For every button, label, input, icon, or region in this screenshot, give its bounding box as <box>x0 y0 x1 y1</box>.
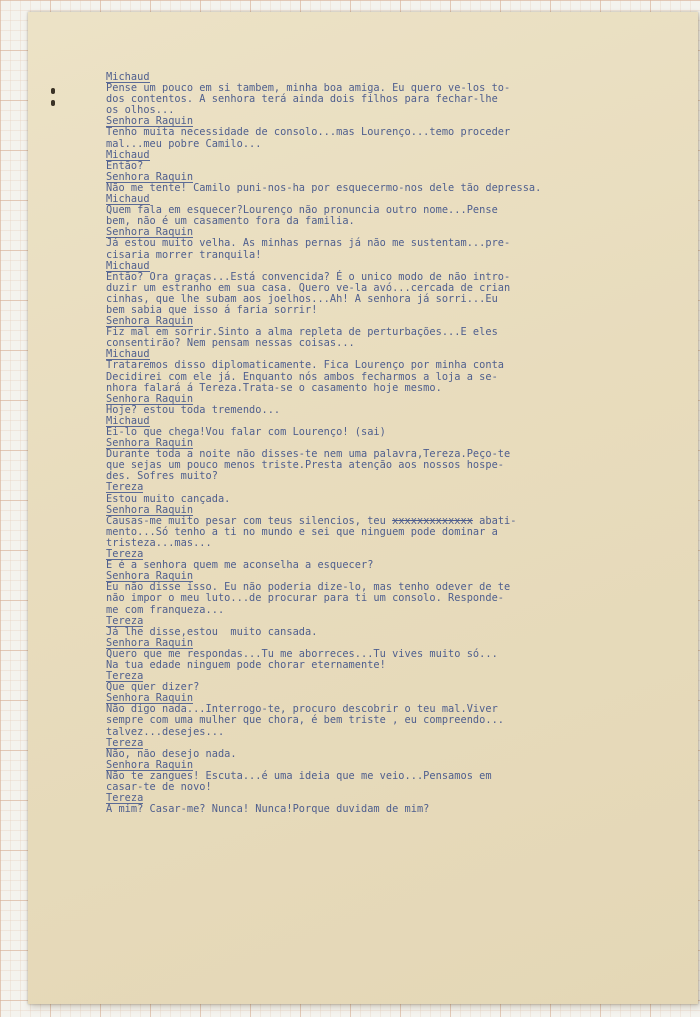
dialogue-text: A mim? Casar-me? Nunca! Nunca!Porque duvidam de mim? <box>106 803 430 816</box>
speaker-name: Senhora Raquin <box>106 758 194 771</box>
dialogue-text: bem sabia que isso á faria sorrir! <box>106 303 318 316</box>
dialogue-text: consentirão? Nem pensam nessas coisas... <box>106 337 355 350</box>
speaker-name: Michaud <box>106 348 150 361</box>
dialogue-text-continued: abati- <box>472 514 517 527</box>
dialogue-text: não impor o meu luto...de procurar para ti um consolo. Responde- <box>106 592 505 605</box>
dialogue-text: Já lhe disse,estou muito cansada. <box>106 625 318 638</box>
dialogue-text: Fiz mal em sorrir.Sinto a alma repleta de perturbações...E eles <box>106 326 498 339</box>
dialogue-text: mal...meu pobre Camilo... <box>106 137 262 150</box>
dialogue-text: Trataremos disso diplomaticamente. Fica Lourenço por minha conta <box>106 359 505 372</box>
speaker-name: Senhora Raquin <box>106 437 194 450</box>
dialogue-text: Quem fala em esquecer?Lourenço não pronuncia outro nome...Pense <box>106 204 498 217</box>
speaker-name: Senhora Raquin <box>106 115 194 128</box>
dialogue-text: Já estou muito velha. As minhas pernas já não me sustentam...pre- <box>106 237 511 250</box>
speaker-name: Senhora Raquin <box>106 170 194 183</box>
dialogue-text: Não me tente! Camilo puni-nos-ha por esquecermo-nos dele tão depressa. <box>106 181 542 194</box>
speaker-name: Senhora Raquin <box>106 226 194 239</box>
struck-out-text: xxxxxxxxxxxxx <box>392 514 473 527</box>
speaker-line <box>106 150 666 161</box>
dialogue-text: sempre com uma mulher que chora, é bem triste , eu compreendo... <box>106 714 505 727</box>
dialogue-line <box>106 183 666 194</box>
dialogue-text: Na tua edade ninguem pode chorar eternamente! <box>106 658 386 671</box>
speaker-name: Michaud <box>106 193 150 206</box>
dialogue-text: Não te zangues! Escuta...é uma ideia que me veio...Pensamos em <box>106 769 492 782</box>
speaker-name: Senhora Raquin <box>106 503 194 516</box>
speaker-name: Tereza <box>106 614 144 627</box>
speaker-name: Tereza <box>106 670 144 683</box>
speaker-name: Tereza <box>106 736 144 749</box>
dialogue-text: me com franqueza... <box>106 603 225 616</box>
speaker-name: Senhora Raquin <box>106 570 194 583</box>
dialogue-text: Não, não desejo nada. <box>106 747 237 760</box>
dialogue-text: Que quer dizer? <box>106 681 200 694</box>
dialogue-line <box>106 660 666 671</box>
dialogue-line <box>106 405 666 416</box>
speaker-name: Senhora Raquin <box>106 392 194 405</box>
speaker-name: Tereza <box>106 481 144 494</box>
dialogue-line <box>106 471 666 482</box>
dialogue-text: Tenho muita necessidade de consolo...mas Lourenço...temo proceder <box>106 126 511 139</box>
dialogue-text: Quero que me respondas...Tu me aborreces...Tu vives muito só... <box>106 647 498 660</box>
dialogue-line <box>106 782 666 793</box>
dialogue-text: nhora falará á Tereza.Trata-se o casamento hoje mesmo. <box>106 381 442 394</box>
dialogue-text: Decidirei com ele já. Enquanto nós ambos fecharmos a loja a se- <box>106 370 498 383</box>
dialogue-text: Hoje? estou toda tremendo... <box>106 403 281 416</box>
speaker-name: Michaud <box>106 71 150 83</box>
dialogue-text: Pense um pouco em si tambem, minha boa amiga. Eu quero ve-los to- <box>106 82 511 95</box>
dialogue-text: tristeza...mas... <box>106 536 212 549</box>
dialogue-text: Ei-lo que chega!Vou falar com Lourenço! (sai) <box>106 426 386 438</box>
dialogue-line <box>106 494 666 505</box>
dialogue-text: dos contentos. A senhora terá ainda dois filhos para fechar-lhe <box>106 93 498 106</box>
punch-hole-top <box>51 88 55 94</box>
dialogue-line <box>106 338 666 349</box>
speaker-name: Senhora Raquin <box>106 692 194 705</box>
dialogue-text: talvez...desejes... <box>106 725 225 738</box>
speaker-name: Tereza <box>106 548 144 561</box>
dialogue-line <box>106 139 666 150</box>
dialogue-line <box>106 538 666 549</box>
speaker-name: Michaud <box>106 414 150 427</box>
speaker-name: Tereza <box>106 792 144 805</box>
dialogue-text: que sejas um pouco menos triste.Presta atenção aos nossos hospe- <box>106 459 505 472</box>
dialogue-text: des. Sofres muito? <box>106 470 218 483</box>
dialogue-line <box>106 804 666 815</box>
dialogue-text: E é a senhora quem me aconselha a esquecer? <box>106 559 374 572</box>
dialogue-text: os olhos... <box>106 104 175 117</box>
dialogue-line <box>106 605 666 616</box>
dialogue-line <box>106 94 666 105</box>
dialogue-text: bem, não é um casamento fora da familia. <box>106 215 355 228</box>
punch-hole-bottom <box>51 100 55 106</box>
dialogue-text: Causas-me muito pesar com teus silencios, teu <box>106 514 393 527</box>
dialogue-text: Eu não disse isso. Eu não poderia dize-lo, mas tenho odever de te <box>106 581 511 594</box>
dialogue-text: cisaria morrer tranquila! <box>106 248 262 261</box>
speaker-name: Michaud <box>106 148 150 161</box>
speaker-name: Senhora Raquin <box>106 315 194 328</box>
dialogue-text: cinhas, que lhe subam aos joelhos...Ah! A senhora já sorri...Eu <box>106 292 498 305</box>
dialogue-text: Então? <box>106 159 144 172</box>
dialogue-line <box>106 727 666 738</box>
dialogue-text: Então? Ora graças...Está convencida? É o unico modo de não intro- <box>106 270 511 283</box>
dialogue-text: Estou muito cançada. <box>106 492 231 505</box>
dialogue-line <box>106 250 666 261</box>
typed-script-page <box>106 72 666 815</box>
dialogue-text: mento...Só tenho a ti no mundo e sei que ninguem pode dominar a <box>106 525 498 538</box>
speaker-name: Michaud <box>106 259 150 272</box>
dialogue-text: duzir um estranho em sua casa. Quero ve-la avó...cercada de crian <box>106 281 511 294</box>
dialogue-text: Não digo nada...Interrogo-te, procuro descobrir o teu mal.Viver <box>106 703 498 716</box>
dialogue-text: casar-te de novo! <box>106 781 212 793</box>
dialogue-text: Durante toda a noite não disses-te nem uma palavra,Tereza.Peço-te <box>106 448 511 461</box>
speaker-name: Senhora Raquin <box>106 636 194 649</box>
